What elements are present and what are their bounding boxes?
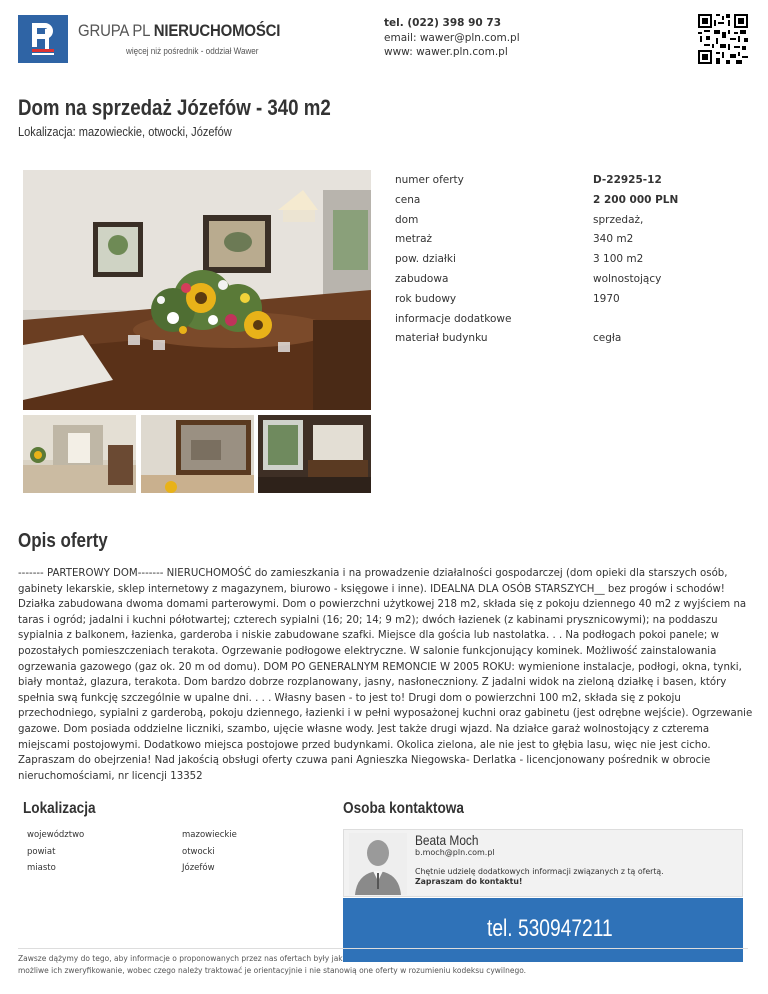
detail-row: zabudowa wolnostojący	[395, 272, 662, 285]
location-row: województwo mazowieckie	[27, 830, 237, 840]
footer-disclaimer: Zawsze dążymy do tego, aby informacje o proponowanych przez nas ofertach były jak możliwe ich zweryfikowanie, wobec czego należy traktować je orientacyjnie i nie stanowią one oferty w rozumieniu kodeksu cywilnego.	[18, 954, 527, 975]
detail-row: materiał budynku cegła	[395, 332, 622, 345]
office-phone: tel. (022) 398 90 73	[384, 17, 502, 29]
listing-location: Lokalizacja: mazowieckie, otwocki, Józefów	[18, 124, 232, 139]
qr-code-icon	[698, 14, 748, 64]
detail-row: metraż 340 m2	[395, 233, 634, 246]
office-website[interactable]: www: wawer.pln.com.pl	[384, 46, 508, 58]
agent-avatar	[349, 833, 407, 895]
detail-row: informacje dodatkowe	[395, 312, 512, 325]
thumbnail-photo[interactable]	[23, 415, 136, 493]
thumbnail-photo[interactable]	[258, 415, 371, 493]
footer-divider	[18, 948, 748, 949]
offer-number: D-22925-12	[593, 174, 662, 186]
location-row: miasto Józefów	[27, 863, 215, 873]
location-row: powiat otwocki	[27, 846, 215, 857]
location-heading: Lokalizacja	[23, 800, 96, 817]
main-photo[interactable]	[23, 170, 371, 410]
brand-tagline: więcej niż pośrednik - oddział Wawer	[126, 46, 259, 56]
description-heading: Opis oferty	[18, 530, 108, 552]
location-table	[27, 830, 327, 880]
agent-phone[interactable]: tel. 530947211	[487, 915, 613, 942]
agent-card	[343, 829, 743, 897]
agent-name: Beata Moch	[415, 832, 479, 848]
detail-row: cena 2 200 000 PLN	[395, 193, 679, 206]
detail-row: rok budowy 1970	[395, 292, 620, 305]
thumbnail-photo[interactable]	[141, 415, 254, 493]
offer-details-table	[395, 170, 755, 348]
office-contact	[384, 16, 520, 60]
detail-row: pow. działki 3 100 m2	[395, 253, 644, 266]
detail-row: numer oferty D-22925-12	[395, 174, 662, 186]
brand-name: GRUPA PL NIERUCHOMOŚCI	[78, 21, 281, 40]
contact-heading: Osoba kontaktowa	[343, 800, 464, 817]
detail-row: dom sprzedaż,	[395, 213, 644, 226]
offer-price: 2 200 000 PLN	[593, 193, 679, 206]
agent-email[interactable]: b.moch@pln.com.pl	[415, 848, 495, 857]
description-text: ------- PARTEROWY DOM------- NIERUCHOMOŚĆ do zamieszkania i na prowadzenie działalności gospodarczej (dom opieki dla starszych osób, gabinety lekarskie, sklep internetowy z magazynem, biurowo - księgowe i inne). IDEALNA DLA OSÓB STARSZYCH__ bez progów i schodów! Działka zabudowana dwoma domami parterowymi. Dom o powierzchni użytkowej 218 m2, składa się z pokoju dziennego 40 m2 z wyjściem na taras i ogród; jadalni i kuchni półotwartej; czterech sypialni (16; 20; 14; 9 m2); dwóch łazienek (z kabinami prysznicowymi); na poddaszu sypialnia z balkonem, łazienka, garderoba i niskie zabudowane szafki. Miejsce dla gościa lub nastolatka. . . Na podłogach pokoi panele; w pozostałych pomieszczeniach terakota. Ogrzewanie podłogowe elektryczne. W salonie funkcjonujący kominek. Możliwość zainstalowania ogrzewania gazowego (gaz ok. 20 m od domu). DOM PO GENERALNYM REMONCIE W 2005 ROKU: wymienione instalacje, podłogi, okna, tynki, biały montaż, glazura, terakota. Dom bardzo dobrze rozplanowany, jasny, nasłoneczniony. Z jadalni widok na zieloną działkę i basen, który spełnia swą funkcję szczególnie w upalne dni. . . . Własny basen - to jest to! Drugi dom o powierzchni 100 m2, składa się z pokoju przechodniego, sypialni z garderobą, pokoju dziennego, łazienki i w pełni wyposażonej kuchni oraz gabinetu (jest odrębne wejście). Ogrzewanie gazowe. Dom posiada oddzielne liczniki, szambo, ujęcie własne wody. Jest także drugi wjazd. Na działce garaż wolnostojący z czterema miejscami postojowymi. Dodatkowo miejsca postojowe przed budynkami. Okolica zielona, ale nie jest to głębia lasu, więc nie jest cicho. Zapraszam do obejrzenia! Nad jakością obsługi oferty czuwa pani Agnieszka Niegowska- Derlatka - licencjonowany pośrednik w obrocie nieruchomościami, nr licencji 13352	[18, 568, 753, 782]
listing-title: Dom na sprzedaż Józefów - 340 m2	[18, 95, 331, 120]
office-email[interactable]: email: wawer@pln.com.pl	[384, 31, 520, 44]
agent-note: Chętnie udzielę dodatkowych informacji związanych z tą ofertą. Zapraszam do kontaktu!	[415, 867, 664, 886]
company-logo	[18, 15, 68, 63]
